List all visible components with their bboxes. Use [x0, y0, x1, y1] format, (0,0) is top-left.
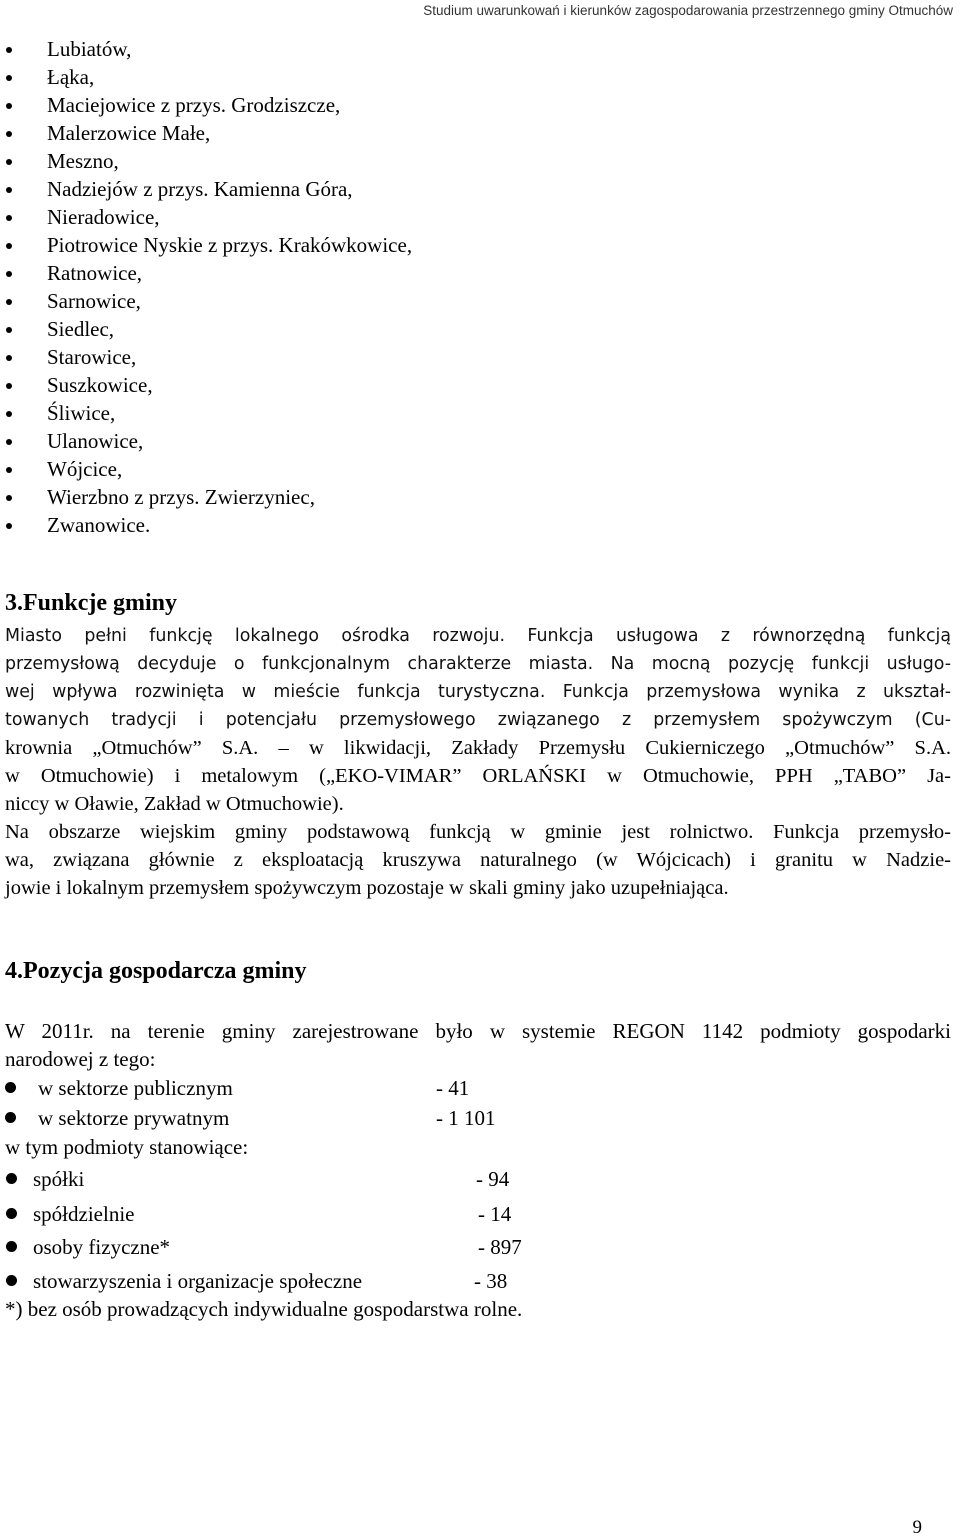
sector-value: - 41	[436, 1076, 470, 1100]
text-line: wa, związana głównie z eksploatacją kruszywa naturalnego (w Wójcicach) i granitu w Nadzie-	[5, 849, 951, 871]
functions-paragraph-serif	[5, 734, 951, 902]
text-line: krownia „Otmuchów” S.A. – w likwidacji, Zakłady Przemysłu Cukierniczego „Otmuchów” S.A.	[5, 737, 951, 759]
list-item: Ulanowice,	[0, 427, 412, 455]
bullet-icon	[5, 1082, 16, 1093]
list-item: Lubiatów,	[0, 35, 412, 63]
entity-label: spółki	[33, 1167, 85, 1191]
list-item: Meszno,	[0, 147, 412, 175]
list-item: Sarnowice,	[0, 287, 412, 315]
list-item: Łąka,	[0, 63, 412, 91]
entity-value: - 38	[474, 1269, 508, 1293]
entities-subheading: w tym podmioty stanowiące:	[5, 1135, 249, 1159]
bullet-icon	[6, 1208, 17, 1219]
list-item: Wójcice,	[0, 455, 412, 483]
functions-paragraph-sans	[5, 622, 951, 734]
entity-label: spółdzielnie	[33, 1202, 135, 1226]
entity-label: osoby fizyczne*	[33, 1235, 171, 1259]
list-item: Malerzowice Małe,	[0, 119, 412, 147]
text-line: wej wpływa rozwinięta w mieście funkcja turystyczna. Funkcja przemysłowa wynika z ukształ-	[5, 682, 951, 702]
list-item: Suszkowice,	[0, 371, 412, 399]
list-item: Ratnowice,	[0, 259, 412, 287]
entity-value: - 94	[476, 1167, 510, 1191]
list-item: Zwanowice.	[0, 511, 412, 539]
list-item: Starowice,	[0, 343, 412, 371]
running-header: Studium uwarunkowań i kierunków zagospodarowania przestrzennego gminy Otmuchów	[423, 3, 953, 18]
sector-label: w sektorze publicznym	[38, 1076, 233, 1100]
text-line: W 2011r. na terenie gminy zarejestrowane było w systemie REGON 1142 podmioty gospodarki	[5, 1019, 951, 1043]
entity-value: - 897	[478, 1235, 522, 1259]
regon-intro	[5, 1017, 951, 1073]
bullet-icon	[6, 1275, 17, 1286]
list-item: Siedlec,	[0, 315, 412, 343]
bullet-icon	[6, 1241, 17, 1252]
text-line: towanych tradycji i potencjału przemysłowego związanego z przemysłem spożywczym (Cu-	[5, 710, 951, 730]
bullet-icon	[6, 1173, 17, 1184]
bullet-icon	[5, 1112, 16, 1123]
list-item: Maciejowice z przys. Grodziszcze,	[0, 91, 412, 119]
village-list	[0, 35, 412, 539]
list-item: Wierzbno z przys. Zwierzyniec,	[0, 483, 412, 511]
entity-value: - 14	[478, 1202, 512, 1226]
text-line: jowie i lokalnym przemysłem spożywczym pozostaje w skali gminy jako uzupełniająca.	[5, 877, 729, 899]
footnote: *) bez osób prowadzących indywidualne gospodarstwa rolne.	[5, 1297, 523, 1321]
section-3-heading: 3.Funkcje gminy	[5, 590, 178, 616]
page-number: 9	[912, 1517, 922, 1538]
section-4-heading: 4.Pozycja gospodarcza gminy	[5, 958, 307, 984]
text-line: niccy w Oławie, Zakład w Otmuchowie).	[5, 793, 344, 815]
text-line: w Otmuchowie) i metalowym („EKO-VIMAR” ORLAŃSKI w Otmuchowie, PPH „TABO” Ja-	[5, 765, 951, 787]
text-line: Na obszarze wiejskim gminy podstawową funkcją w gminie jest rolnictwo. Funkcja przemysło-	[5, 821, 951, 843]
list-item: Śliwice,	[0, 399, 412, 427]
sector-value: - 1 101	[436, 1106, 496, 1130]
text-line: narodowej z tego:	[5, 1047, 156, 1071]
sector-label: w sektorze prywatnym	[38, 1106, 230, 1130]
text-line: przemysłową decyduje o funkcjonalnym charakterze miasta. Na mocną pozycję funkcji usługo-	[5, 654, 951, 674]
list-item: Nadziejów z przys. Kamienna Góra,	[0, 175, 412, 203]
text-line: Miasto pełni funkcję lokalnego ośrodka rozwoju. Funkcja usługowa z równorzędną funkcją	[5, 626, 951, 646]
list-item: Piotrowice Nyskie z przys. Krakówkowice,	[0, 231, 412, 259]
list-item: Nieradowice,	[0, 203, 412, 231]
entity-label: stowarzyszenia i organizacje społeczne	[33, 1269, 363, 1293]
